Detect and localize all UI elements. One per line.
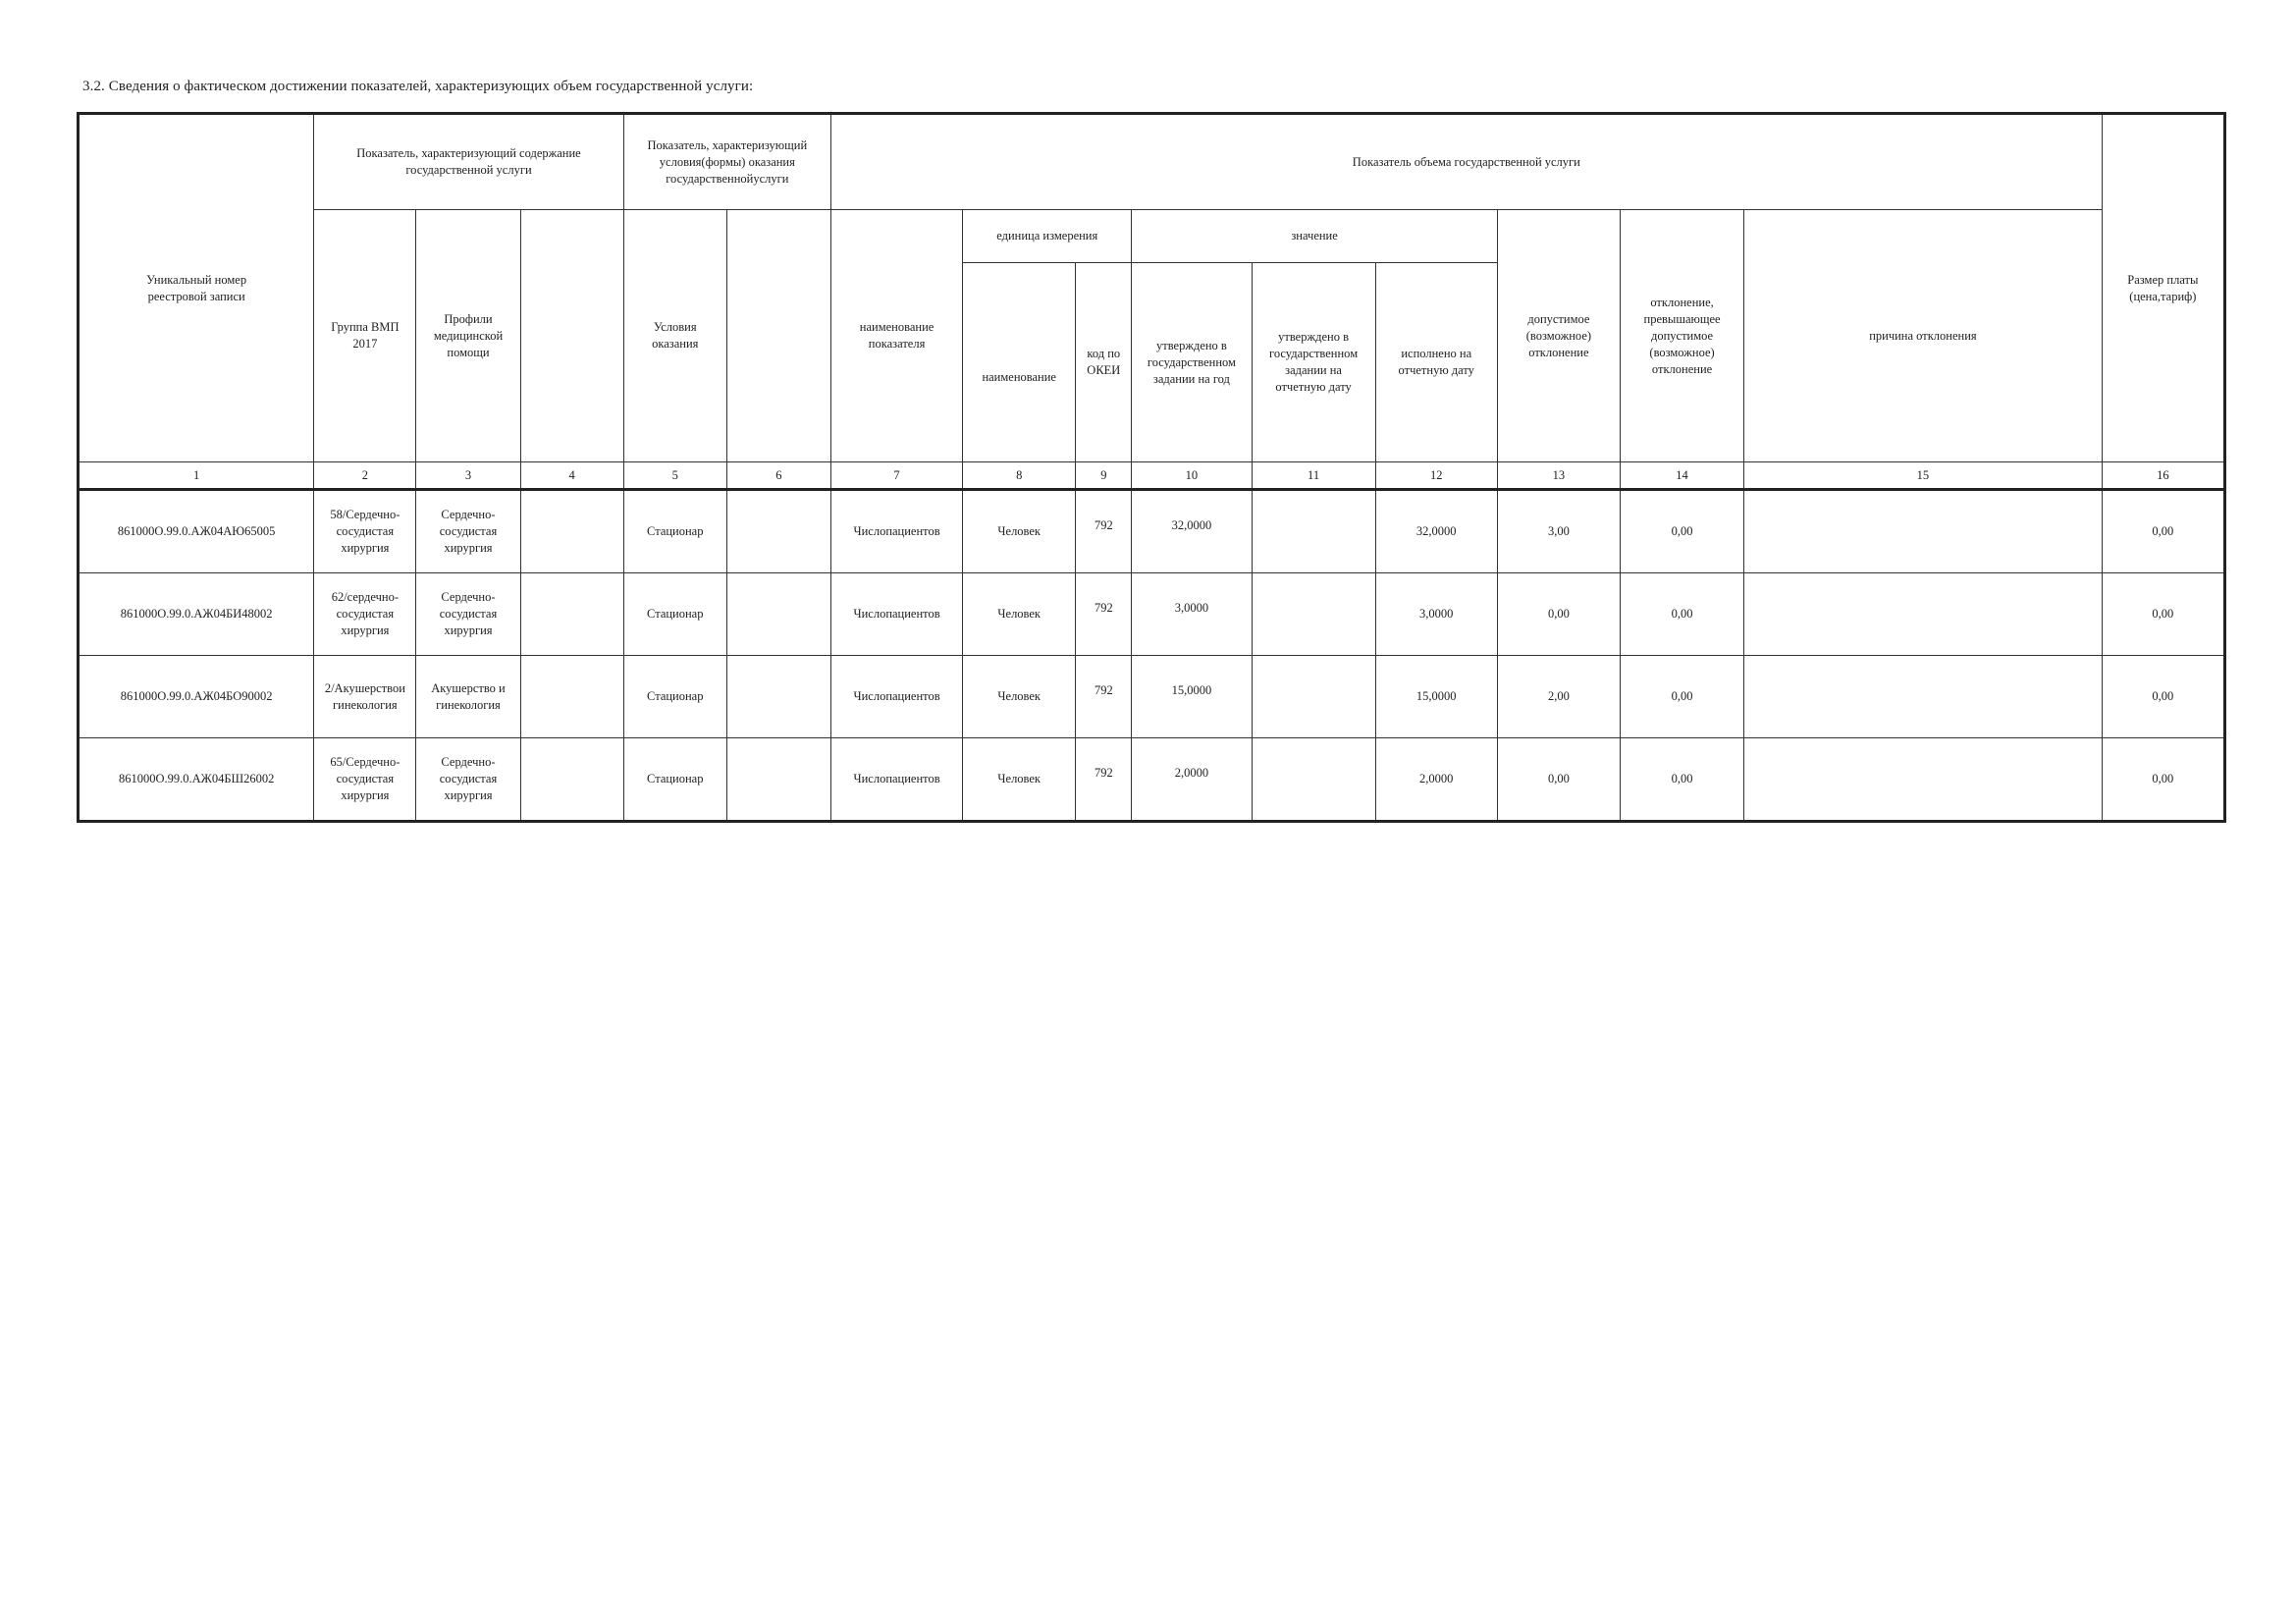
- cell-fee: 0,00: [2102, 490, 2224, 573]
- cell-approved-date: [1252, 490, 1375, 573]
- cell-exceeding-deviation: 0,00: [1620, 738, 1743, 822]
- cell-exceeding-deviation: 0,00: [1620, 656, 1743, 738]
- volume-indicators-table: [77, 112, 2226, 823]
- cell-med-profile: Сердечно-сосудистая хирургия: [416, 490, 520, 573]
- cell-approved-year: 15,0000: [1132, 656, 1252, 738]
- cell-exceeding-deviation: 0,00: [1620, 573, 1743, 656]
- header-fee: Размер платы (цена,тариф): [2102, 114, 2224, 462]
- cell-unit-name: Человек: [963, 490, 1076, 573]
- column-number: 11: [1252, 462, 1375, 490]
- header-allowed-deviation: допустимое (возможное) отклонение: [1497, 210, 1620, 462]
- cell-unique-number: 861000О.99.0.АЖ04БО90002: [79, 656, 314, 738]
- column-number: 8: [963, 462, 1076, 490]
- header-indicator-name: наименование показателя: [830, 210, 962, 462]
- cell-fee: 0,00: [2102, 573, 2224, 656]
- cell-indicator-name: Числопациентов: [830, 656, 962, 738]
- column-number: 6: [726, 462, 830, 490]
- cell-vmp-group: 62/сердечно-сосудистая хирургия: [314, 573, 416, 656]
- cell-okei-code: 792: [1076, 656, 1132, 738]
- cell-med-profile: Сердечно-сосудистая хирургия: [416, 573, 520, 656]
- column-number: 4: [520, 462, 623, 490]
- column-number: 16: [2102, 462, 2224, 490]
- header-conditions: Условия оказания: [623, 210, 726, 462]
- cell-executed-date: 3,0000: [1375, 573, 1497, 656]
- cell-col-4: [520, 573, 623, 656]
- column-number: 3: [416, 462, 520, 490]
- cell-indicator-name: Числопациентов: [830, 573, 962, 656]
- cell-allowed-deviation: 2,00: [1497, 656, 1620, 738]
- column-number: 2: [314, 462, 416, 490]
- cell-deviation-reason: [1744, 490, 2103, 573]
- table-row: [79, 490, 2225, 573]
- cell-allowed-deviation: 0,00: [1497, 573, 1620, 656]
- cell-med-profile: Сердечно-сосудистая хирургия: [416, 738, 520, 822]
- header-vmp-group: Группа ВМП 2017: [314, 210, 416, 462]
- header-conditions-indicator: Показатель, характеризующий условия(формы) оказания государственнойуслуги: [623, 114, 830, 210]
- cell-vmp-group: 2/Акушерствои гинекология: [314, 656, 416, 738]
- column-number: 10: [1132, 462, 1252, 490]
- cell-unique-number: 861000О.99.0.АЖ04БШ26002: [79, 738, 314, 822]
- cell-col-6: [726, 490, 830, 573]
- cell-col-4: [520, 656, 623, 738]
- cell-fee: 0,00: [2102, 656, 2224, 738]
- cell-approved-date: [1252, 738, 1375, 822]
- cell-med-profile: Акушерство и гинекология: [416, 656, 520, 738]
- cell-fee: 0,00: [2102, 738, 2224, 822]
- cell-col-6: [726, 738, 830, 822]
- header-exceeding-deviation: отклонение, превышающее допустимое (возможное) отклонение: [1620, 210, 1743, 462]
- cell-vmp-group: 65/Сердечно-сосудистая хирургия: [314, 738, 416, 822]
- header-approved-year: утверждено в государственном задании на год: [1132, 263, 1252, 462]
- header-executed-date: исполнено на отчетную дату: [1375, 263, 1497, 462]
- cell-approved-year: 2,0000: [1132, 738, 1252, 822]
- cell-indicator-name: Числопациентов: [830, 738, 962, 822]
- cell-deviation-reason: [1744, 573, 2103, 656]
- header-volume-indicator: Показатель объема государственной услуги: [830, 114, 2102, 210]
- table-row: [79, 738, 2225, 822]
- header-col-4: [520, 210, 623, 462]
- cell-unit-name: Человек: [963, 573, 1076, 656]
- cell-col-6: [726, 656, 830, 738]
- column-number: 13: [1497, 462, 1620, 490]
- header-deviation-reason: причина отклонения: [1744, 210, 2103, 462]
- cell-conditions: Стационар: [623, 490, 726, 573]
- cell-unique-number: 861000О.99.0.АЖ04БИ48002: [79, 573, 314, 656]
- cell-deviation-reason: [1744, 738, 2103, 822]
- header-unit-name: наименование: [963, 263, 1076, 462]
- header-content-indicator: Показатель, характеризующий содержание государственной услуги: [314, 114, 623, 210]
- cell-indicator-name: Числопациентов: [830, 490, 962, 573]
- section-heading: 3.2. Сведения о фактическом достижении показателей, характеризующих объем государственной услуги:: [82, 79, 754, 94]
- cell-conditions: Стационар: [623, 738, 726, 822]
- header-med-profile: Профили медицинской помощи: [416, 210, 520, 462]
- header-value: значение: [1132, 210, 1497, 263]
- cell-vmp-group: 58/Сердечно-сосудистая хирургия: [314, 490, 416, 573]
- column-number: 15: [1744, 462, 2103, 490]
- column-number: 9: [1076, 462, 1132, 490]
- header-unique-number: Уникальный номер реестровой записи: [79, 114, 314, 462]
- cell-conditions: Стационар: [623, 573, 726, 656]
- header-okei-code: код по ОКЕИ: [1076, 263, 1132, 462]
- cell-executed-date: 15,0000: [1375, 656, 1497, 738]
- table-row: [79, 573, 2225, 656]
- cell-col-6: [726, 573, 830, 656]
- cell-approved-date: [1252, 656, 1375, 738]
- cell-okei-code: 792: [1076, 573, 1132, 656]
- cell-approved-year: 3,0000: [1132, 573, 1252, 656]
- cell-approved-year: 32,0000: [1132, 490, 1252, 573]
- cell-conditions: Стационар: [623, 656, 726, 738]
- cell-approved-date: [1252, 573, 1375, 656]
- column-number: 7: [830, 462, 962, 490]
- cell-unit-name: Человек: [963, 656, 1076, 738]
- cell-unique-number: 861000О.99.0.АЖ04АЮ65005: [79, 490, 314, 573]
- cell-okei-code: 792: [1076, 738, 1132, 822]
- column-number: 14: [1620, 462, 1743, 490]
- cell-allowed-deviation: 3,00: [1497, 490, 1620, 573]
- column-number: 5: [623, 462, 726, 490]
- column-number: 1: [79, 462, 314, 490]
- cell-col-4: [520, 490, 623, 573]
- cell-deviation-reason: [1744, 656, 2103, 738]
- header-approved-date: утверждено в государственном задании на отчетную дату: [1252, 263, 1375, 462]
- column-number: 12: [1375, 462, 1497, 490]
- table-row: [79, 656, 2225, 738]
- cell-okei-code: 792: [1076, 490, 1132, 573]
- cell-executed-date: 32,0000: [1375, 490, 1497, 573]
- cell-executed-date: 2,0000: [1375, 738, 1497, 822]
- cell-col-4: [520, 738, 623, 822]
- cell-exceeding-deviation: 0,00: [1620, 490, 1743, 573]
- header-col-6: [726, 210, 830, 462]
- header-unit: единица измерения: [963, 210, 1132, 263]
- cell-unit-name: Человек: [963, 738, 1076, 822]
- cell-allowed-deviation: 0,00: [1497, 738, 1620, 822]
